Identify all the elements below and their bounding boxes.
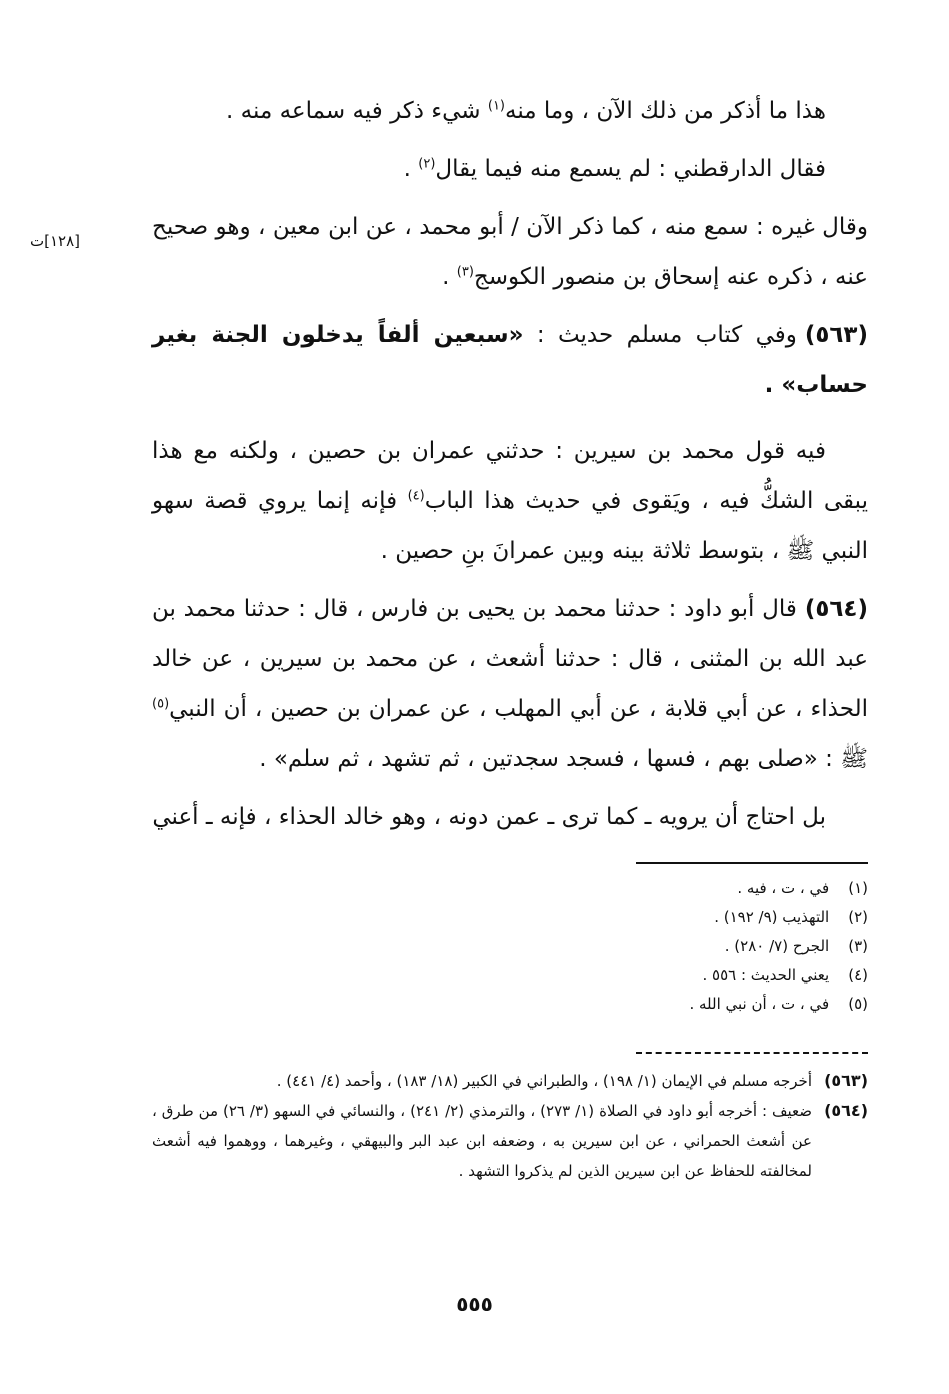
text: قال أبو داود : حدثنا محمد بن يحيى بن فارس ، قال : حدثنا محمد بن عبد الله بن المثنى ، قال : حدثنا أشعث ، عن محمد بن سيرين ، عن خالد الحذاء ، عن أبي قلابة ، عن أبي المهلب ، عن عمران بن حصين ، أن النبي xyxy=(152,596,868,722)
footnote-number: (٤) xyxy=(848,966,868,984)
footnote-item xyxy=(470,961,868,990)
takhrij-text: ضعيف : أخرجه أبو داود في الصلاة (١/ ٢٧٣) ، والترمذي (٢/ ٢٤١) ، والنسائي في السهو (٣/ ٢٦) من طرق ، عن أشعث الحمراني ، عن ابن سيرين به ، وضعفه ابن عبد البر والبيهقي ، وغيرهما ، ووهموا فيه أشعث لمخالفته للحفاظ عن ابن سيرين الذين لم يذكروا التشهد . xyxy=(152,1102,813,1180)
text: فيه قول محمد بن سيرين : حدثني عمران بن حصين ، ولكنه مع هذا يبقى الشكُّ فيه ، ويَقوى في حديث هذا الباب xyxy=(152,438,868,514)
takhrij-text: أخرجه مسلم في الإيمان (١/ ١٩٨) ، والطبراني في الكبير (١٨/ ١٨٣) ، وأحمد (٤/ ٤٤١) . xyxy=(276,1072,812,1090)
footnote-ref-5: (٥) xyxy=(152,696,170,712)
footnote-number: (٣) xyxy=(848,937,868,955)
footnote-divider xyxy=(636,862,868,864)
text: وفي كتاب مسلم حديث : xyxy=(523,322,797,348)
text: فقال الدارقطني : لم يسمع منه فيما يقال xyxy=(435,156,826,182)
footnote-text: في ، ت ، أن نبي الله . xyxy=(689,995,830,1013)
takhrij-item xyxy=(152,1096,868,1186)
footnote-text: التهذيب (٩/ ١٩٢) . xyxy=(714,908,830,926)
text: هذا ما أذكر من ذلك الآن ، وما منه xyxy=(505,98,826,124)
footnote-item xyxy=(470,874,868,903)
hadith-563 xyxy=(152,310,868,410)
text: فإنه إنما يروي قصة سهو النبي ﷺ ، بتوسط ثلاثة بينه وبين عمرانَ بنِ حصين . xyxy=(152,488,868,564)
footnote-ref-2: (٢) xyxy=(418,156,436,172)
paragraph-5 xyxy=(152,426,868,576)
footnote-ref-3: (٣) xyxy=(456,264,474,280)
footnote-text: في ، ت ، فيه . xyxy=(737,879,830,897)
hadith-number: (٥٦٣) xyxy=(804,322,868,348)
hadith-564 xyxy=(152,584,868,784)
paragraph-3 xyxy=(152,202,868,302)
text: وقال غيره : سمع منه ، كما ذكر الآن / أبو محمد ، عن ابن معين ، وهو صحيح عنه ، ذكره عنه إسحاق بن منصور الكوسج xyxy=(152,214,868,290)
takhrij-notes xyxy=(152,1066,868,1186)
footnote-item xyxy=(470,932,868,961)
text: . xyxy=(403,156,419,182)
manuscript-margin-reference: [١٢٨]ت xyxy=(30,232,81,250)
footnote-text: الجرح (٧/ ٢٨٠) . xyxy=(724,937,830,955)
hadith-quote: «سبعين ألفاً يدخلون الجنة بغير حساب» . xyxy=(152,322,868,398)
takhrij-item xyxy=(152,1066,868,1096)
footnote-ref-1: (١) xyxy=(487,98,505,114)
text: ﷺ : «صلى بهم ، فسها ، فسجد سجدتين ، ثم تشهد ، ثم سلم» . xyxy=(259,746,868,772)
text: بل احتاج أن يرويه ـ كما ترى ـ عمن دونه ، وهو خالد الحذاء ، فإنه ـ أعني xyxy=(152,804,826,830)
footnote-text: يعني الحديث : ٥٥٦ . xyxy=(702,966,830,984)
hadith-number: (٥٦٤) xyxy=(804,596,868,622)
text: . xyxy=(442,264,457,290)
footnote-number: (١) xyxy=(848,879,868,897)
paragraph-1 xyxy=(152,86,868,136)
footnotes xyxy=(470,874,868,1019)
text: شيء ذكر فيه سماعه منه . xyxy=(226,98,488,124)
takhrij-number: (٥٦٤) xyxy=(824,1101,868,1120)
footnote-item xyxy=(470,990,868,1019)
paragraph-7 xyxy=(152,792,868,842)
footnote-number: (٥) xyxy=(848,995,868,1013)
page-number: ٥٥٥ xyxy=(456,1292,493,1316)
takhrij-divider xyxy=(636,1052,868,1054)
footnote-number: (٢) xyxy=(848,908,868,926)
footnote-item xyxy=(470,903,868,932)
main-text xyxy=(152,86,868,850)
footnote-ref-4: (٤) xyxy=(407,488,425,504)
paragraph-2 xyxy=(152,144,868,194)
takhrij-number: (٥٦٣) xyxy=(824,1071,868,1090)
